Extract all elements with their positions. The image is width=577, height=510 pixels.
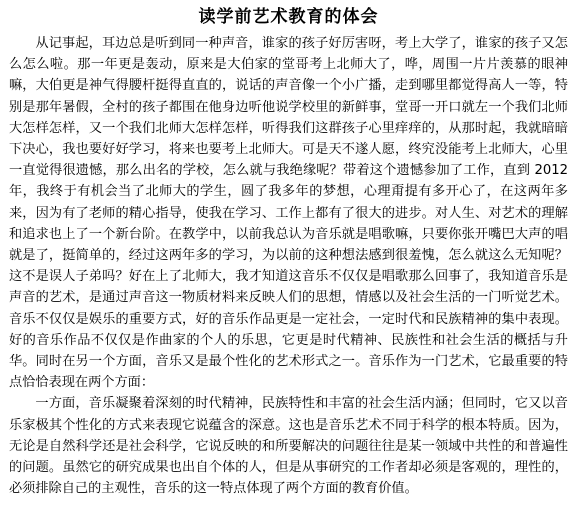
body-paragraph-2: 一方面，音乐凝聚着深刻的时代精神，民族特性和丰富的社会生活内涵；但同时，它又以音乐家极其个性化的方式来表现它说蕴含的深意。这也是音乐艺术不同于科学的根本特质。因为，无论是自然科学还是社会科学，它说反映的和所要解决的问题往往是某一领域中共性的和普遍性的问题。虽然它的研究成果也出自个体的人，但是从事研究的工作者却必须是客观的，理性的，必须排除自己的主观性，音乐的这一特点体现了两个方面的教育价值。 xyxy=(9,396,568,497)
body-paragraph-1: 从记事起，耳边总是听到同一种声音，谁家的孩子好厉害呀，考上大学了，谁家的孩子又怎么怎么啦。那一年更是轰动，原来是大伯家的堂哥考上北师大了，哗，周围一片片羡慕的眼神嘛，大伯更是神气得腰杆挺得直直的，说话的声音像一个小广播，走到哪里都觉得高人一等，特别是那年暑假，全村的孩子都围在他身边听他说学校里的新鲜事，堂哥一开口就左一个我们北师大怎样怎样，又一个我们北师大怎样怎样，听得我们这群孩子心里痒痒的，从那时起，我就暗暗下决心，我也要好好学习，将来也要考上北师大。可是天不遂人愿，终究没能考上北师大，心里一直觉得很遗憾，那么出名的学校，怎么就与我绝缘呢？带着这个遗憾参加了工作，直到 2012年，我终于有机会当了北师大的学生，圆了我多年的梦想，心理甭提有多开心了，在这两年多来，因为有了老师的精心指导，使我在学习、工作上都有了很大的进步。对人生、对艺术的理解和追求也上了一个新台阶。在教学中，以前我总认为音乐就是唱歌嘛，只要你张开嘴巴大声的唱就是了，挺简单的，经过这两年多的学习，为以前的这种想法感到很羞愧，怎么就这么无知呢？这不是误人子弟吗？好在上了北师大，我才知道这音乐不仅仅是唱歌那么回事了，我知道音乐是声音的艺术，是通过声音这一物质材料来反映人们的思想，情感以及社会生活的一门听觉艺术。音乐不仅仅是娱乐的重要方式，好的音乐作品更是一定社会，一定时代和民族精神的集中表现。好的音乐作品不仅仅是作曲家的个人的乐思，它更是时代精神、民族性和社会生活的概括与升华。同时在另一个方面，音乐又是最个性化的艺术形式之一。音乐作为一门艺术，它最重要的特点恰恰表现在两个方面： xyxy=(9,36,568,391)
document-title: 读学前艺术教育的体会 xyxy=(198,7,379,27)
